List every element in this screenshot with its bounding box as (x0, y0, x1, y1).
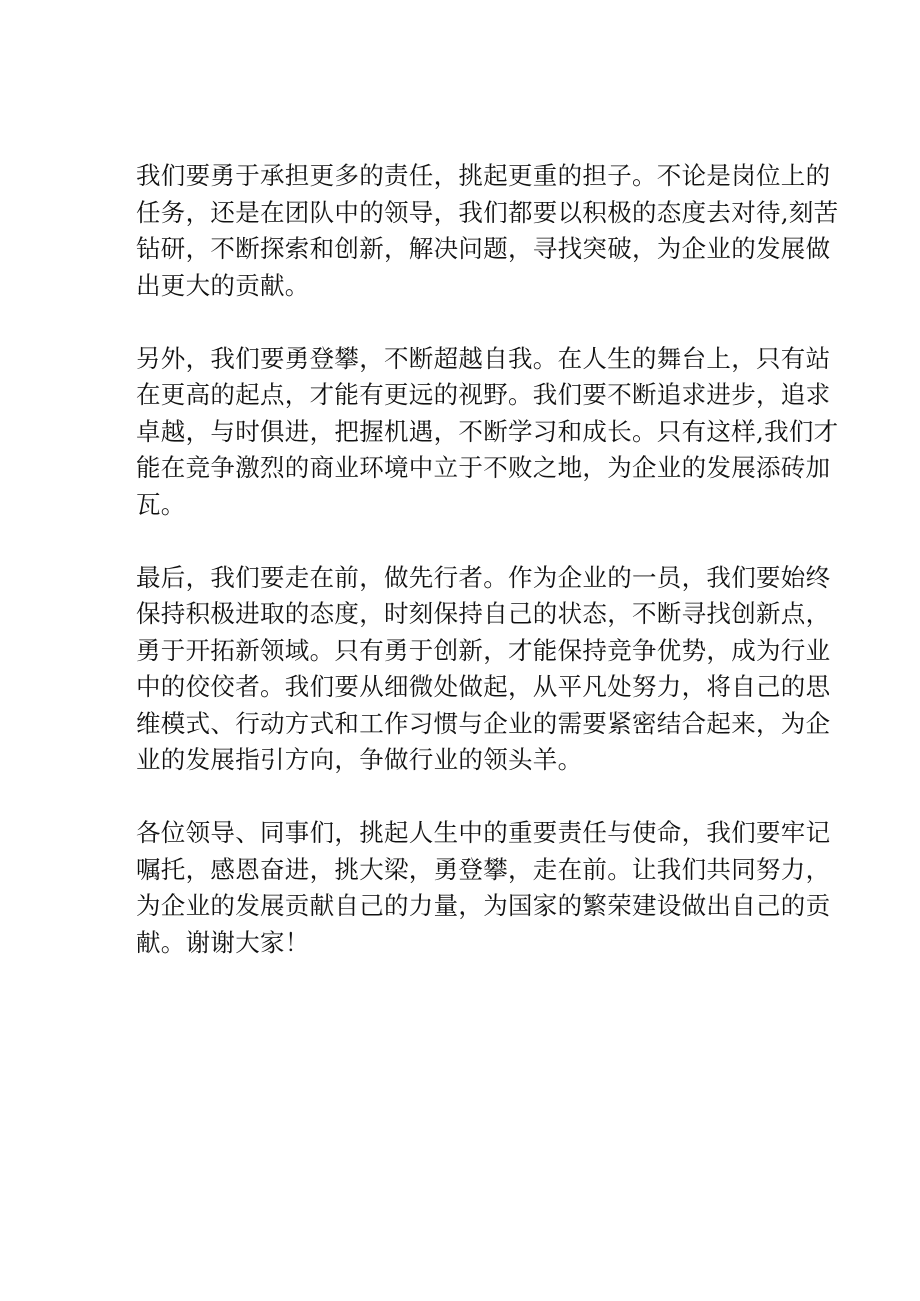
text-line: 各位领导、同事们，挑起人生中的重要责任与使命，我们要牢记 (136, 818, 831, 847)
text-line: 瓦。 (136, 489, 186, 519)
text-line: 出更大的贡献。 (136, 270, 310, 300)
text-line: 最后，我们要走在前，做先行者。作为企业的一员，我们要始终 (136, 562, 831, 592)
text-line: 卓越，与时俱进，把握机遇，不断学习和成长。只有这样,我们才 (136, 416, 839, 446)
text-line: 钻研，不断探索和创新，解决问题，寻找突破，为企业的发展做 (136, 234, 831, 263)
paragraph-closing (136, 815, 831, 961)
paragraph-climb (136, 341, 839, 524)
paragraph-lead (136, 560, 831, 779)
text-line: 能在竞争激烈的商业环境中立于不败之地，为企业的发展添砖加 (136, 453, 831, 482)
text-line: 勇于开拓新领域。只有勇于创新，才能保持竞争优势，成为行业 (136, 635, 831, 665)
text-line: 保持积极进取的态度，时刻保持自己的状态，不断寻找创新点， (136, 599, 831, 628)
text-line: 我们要勇于承担更多的责任，挑起更重的担子。不论是岗位上的 (136, 161, 831, 190)
text-line: 献。谢谢大家！ (136, 927, 310, 957)
text-line: 中的佼佼者。我们要从细微处做起，从平凡处努力，将自己的思 (136, 672, 831, 701)
text-line: 另外，我们要勇登攀，不断超越自我。在人生的舞台上，只有站 (136, 343, 831, 373)
text-line: 为企业的发展贡献自己的力量，为国家的繁荣建设做出自己的贡 (136, 891, 831, 920)
text-line: 嘱托，感恩奋进，挑大梁，勇登攀，走在前。让我们共同努力， (136, 854, 831, 884)
text-line: 在更高的起点，才能有更远的视野。我们要不断追求进步，追求 (136, 380, 831, 409)
text-line: 业的发展指引方向，争做行业的领头羊。 (136, 745, 583, 774)
document-body (136, 158, 839, 998)
text-line: 任务，还是在团队中的领导，我们都要以积极的态度去对待,刻苦 (136, 197, 839, 227)
paragraph-responsibility (136, 158, 839, 304)
text-line: 维模式、行动方式和工作习惯与企业的需要紧密结合起来，为企 (136, 708, 831, 738)
